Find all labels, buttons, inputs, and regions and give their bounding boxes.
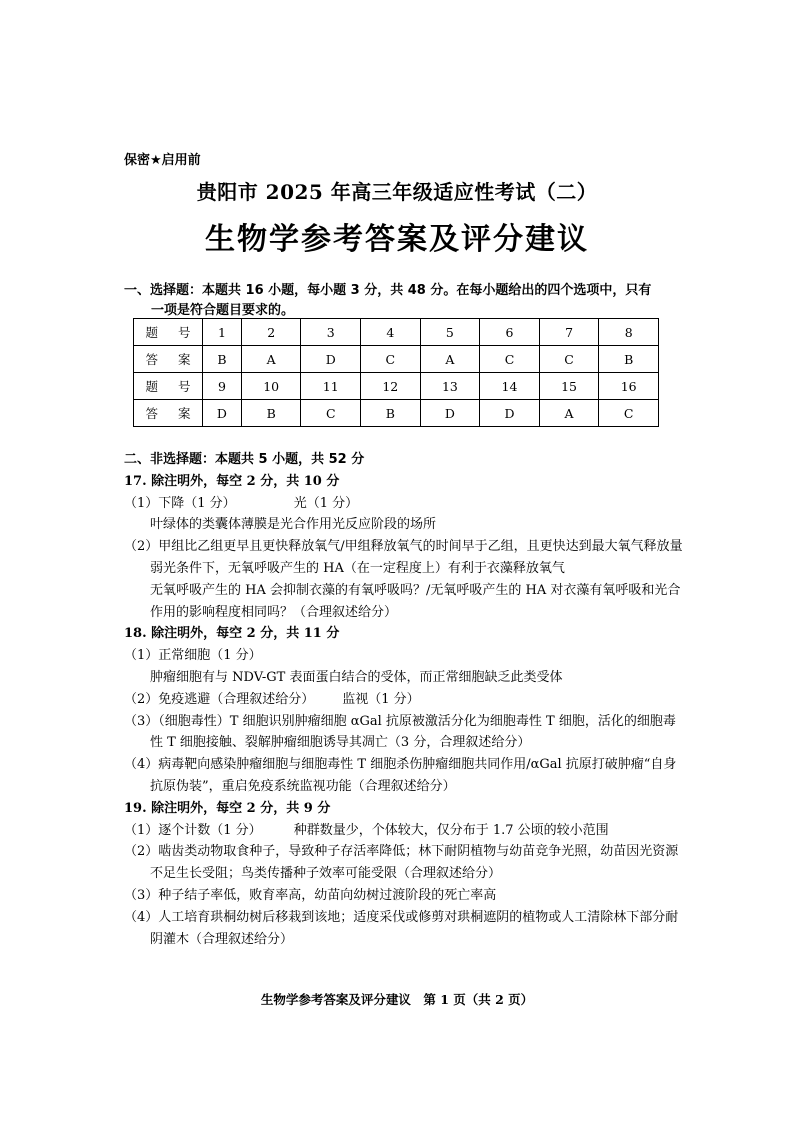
- q17-answer2: 光（1 分）: [293, 495, 359, 511]
- question-number-cell: 2: [241, 319, 301, 346]
- section1-heading-line1: 一、选择题：本题共 16 小题，每小题 3 分，共 48 分。在每小题给出的四个选项中，只有: [124, 283, 652, 298]
- question-number-row: [134, 319, 659, 346]
- q18-line3: [124, 689, 684, 711]
- q17-line4: 弱光条件下，无氧呼吸产生的 HA（在一定程度上）有利于衣藻释放氧气: [150, 560, 565, 576]
- answer-label: 答 案: [134, 346, 203, 373]
- section1-heading-line2: 一项是符合题目要求的。: [151, 303, 295, 318]
- q17-line5: 无氧呼吸产生的 HA 会抑制衣藻的有氧呼吸吗？/无氧呼吸产生的 HA 对衣藻有氧呼吸和光合作用的影响程度相同吗？（合理叙述给分）: [150, 582, 681, 620]
- q19-title: 19. 除注明外，每空 2 分，共 9 分: [124, 800, 331, 816]
- question-number-row: [134, 373, 659, 400]
- answer-cell: B: [241, 400, 301, 427]
- answer-row: [134, 346, 659, 373]
- q17-answer1: （1）下降（1 分）: [124, 495, 236, 511]
- question-number-cell: 1: [203, 319, 242, 346]
- section2: [124, 449, 684, 950]
- q19-line2: （2）啮齿类动物取食种子，导致种子存活率降低；林下耐阴植物与幼苗竞争光照，幼苗因光资源不足生长受阻；鸟类传播种子效率可能受限（合理叙述给分）: [124, 844, 679, 882]
- q18-answer2b: 监视（1 分）: [342, 691, 420, 707]
- q17-line1: [124, 493, 684, 515]
- question-number-cell: 5: [420, 319, 480, 346]
- answer-cell: C: [361, 346, 421, 373]
- q17-line3: （2）甲组比乙组更早且更快释放氧气/甲组释放氧气的时间早于乙组，且更快达到最大氧气释放量: [124, 539, 683, 555]
- question-number-label: 题 号: [134, 373, 203, 400]
- question-number-cell: 15: [539, 373, 599, 400]
- question-number-cell: 11: [301, 373, 361, 400]
- q17-title: 17. 除注明外，每空 2 分，共 10 分: [124, 473, 340, 489]
- q18-title: 18. 除注明外，每空 2 分，共 11 分: [124, 626, 340, 642]
- answer-cell: A: [420, 346, 480, 373]
- question-number-cell: 8: [599, 319, 659, 346]
- q19-line4: （4）人工培育珙桐幼树后移栽到该地；适度采伐或修剪对珙桐遮阴的植物或人工清除林下部分耐阴灌木（合理叙述给分）: [124, 909, 679, 947]
- question-number-cell: 12: [361, 373, 421, 400]
- answer-cell: C: [301, 400, 361, 427]
- answer-cell: C: [480, 346, 540, 373]
- question-number-cell: 7: [539, 319, 599, 346]
- question-number-cell: 10: [241, 373, 301, 400]
- confidential-label: 保密★启用前: [124, 153, 201, 168]
- question-number-label: 题 号: [134, 319, 203, 346]
- question-number-cell: 4: [361, 319, 421, 346]
- answer-cell: D: [480, 400, 540, 427]
- answer-cell: B: [203, 346, 242, 373]
- answer-table: [133, 318, 659, 427]
- answer-cell: C: [539, 346, 599, 373]
- q19-answer1b: 种群数量少，个体较大，仅分布于 1.7 公顷的较小范围: [293, 822, 609, 838]
- answer-cell: B: [361, 400, 421, 427]
- q18-answer2a: （2）免疫逃避（合理叙述给分）: [124, 691, 315, 707]
- answer-cell: C: [599, 400, 659, 427]
- q18-line2: 肿瘤细胞有与 NDV-GT 表面蛋白结合的受体，而正常细胞缺乏此类受体: [150, 669, 563, 685]
- exam-title: 贵阳市 2025 年高三年级适应性考试（二）: [196, 180, 598, 204]
- q18-line5: （4）病毒靶向感染肿瘤细胞与细胞毒性 T 细胞杀伤肿瘤细胞共同作用/αGal 抗原打破肿瘤“自身抗原伪装”，重启免疫系统监视功能（合理叙述给分）: [124, 757, 677, 794]
- question-number-cell: 13: [420, 373, 480, 400]
- question-number-cell: 16: [599, 373, 659, 400]
- question-number-cell: 6: [480, 319, 540, 346]
- section2-heading: 二、非选择题：本题共 5 小题，共 52 分: [124, 452, 365, 467]
- document-title: 生物学参考答案及评分建议: [205, 222, 589, 257]
- answer-cell: D: [420, 400, 480, 427]
- section1-heading: [124, 281, 680, 321]
- question-number-cell: 9: [203, 373, 242, 400]
- q19-line1: [124, 820, 684, 842]
- answer-cell: B: [599, 346, 659, 373]
- q17-line2: 叶绿体的类囊体薄膜是光合作用光反应阶段的场所: [150, 517, 437, 533]
- question-number-cell: 14: [480, 373, 540, 400]
- answer-cell: D: [203, 400, 242, 427]
- answer-cell: D: [301, 346, 361, 373]
- page-footer: 生物学参考答案及评分建议 第 1 页（共 2 页）: [260, 992, 534, 1007]
- answer-row: [134, 400, 659, 427]
- answer-cell: A: [241, 346, 301, 373]
- q19-answer1a: （1）逐个计数（1 分）: [124, 822, 262, 838]
- q18-line1: （1）正常细胞（1 分）: [124, 648, 262, 664]
- question-number-cell: 3: [301, 319, 361, 346]
- answer-label: 答 案: [134, 400, 203, 427]
- q19-line3: （3）种子结子率低，败育率高，幼苗向幼树过渡阶段的死亡率高: [124, 887, 497, 903]
- q18-line4: （3）（细胞毒性）T 细胞识别肿瘤细胞 αGal 抗原被激活分化为细胞毒性 T 细胞，活化的细胞毒性 T 细胞接触、裂解肿瘤细胞诱导其凋亡（3 分，合理叙述给分）: [124, 713, 676, 751]
- answer-cell: A: [539, 400, 599, 427]
